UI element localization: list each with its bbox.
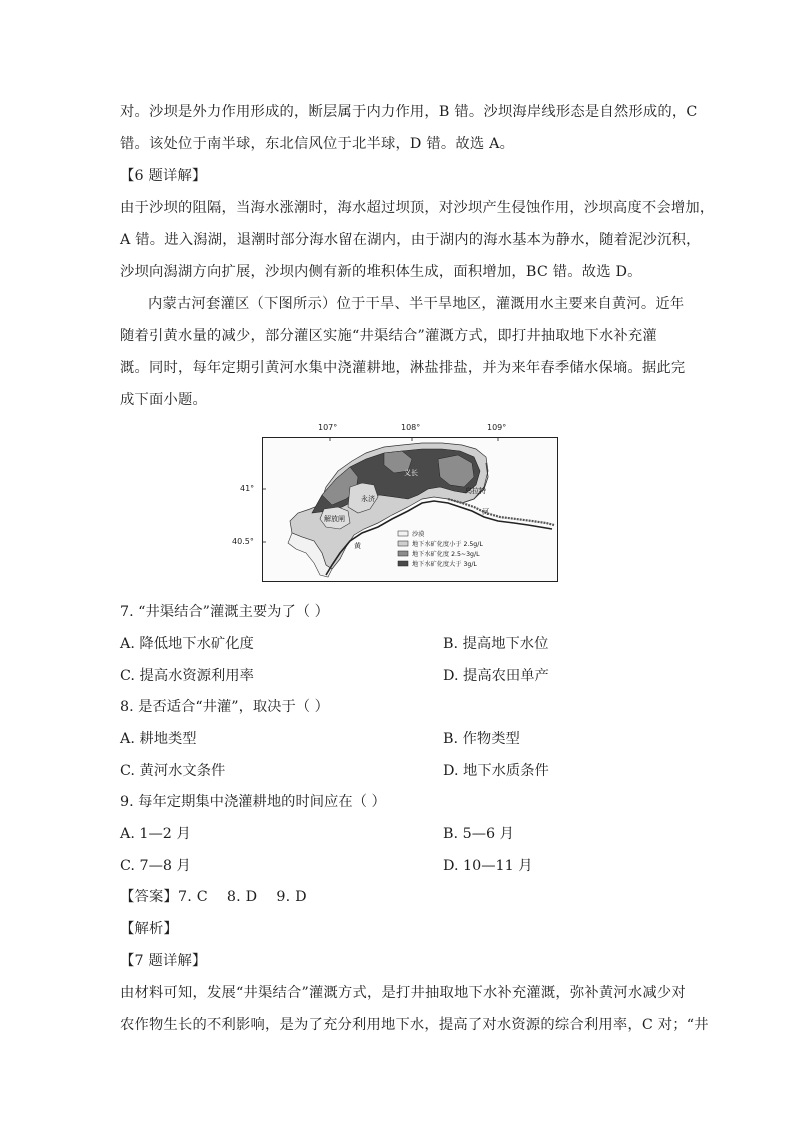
option-b: B. 作物类型 [443, 731, 520, 747]
question-stem: 9. 每年定期集中浇灌耕地的时间应在（ ） [120, 794, 386, 810]
paragraph-line: 农作物生长的不利影响，是为了充分利用地下水，提高了对水资源的综合利用率，C 对；“井 [120, 1017, 709, 1033]
region-label: 乌拉特 [465, 487, 486, 495]
option-d: D. 提高农田单产 [443, 668, 549, 684]
option-c: C. 黄河水文条件 [120, 763, 226, 779]
option-a: A. 耕地类型 [120, 731, 197, 747]
latitude-label: 41° [240, 484, 255, 493]
longitude-label: 109° [487, 423, 507, 432]
paragraph-line: A 错。进入潟湖，退潮时部分海水留在湖内，由于湖内的海水基本为静水，随着泥沙沉积， [120, 232, 701, 248]
option-c: C. 7—8 月 [120, 858, 191, 874]
region-label: 义长 [404, 469, 418, 477]
svg-text:地下水矿化度大于 3g/L: 地下水矿化度大于 3g/L [412, 561, 477, 568]
material-line: 成下面小题。 [120, 392, 207, 408]
material-line: 随着引黄水量的减少，部分灌区实施“井渠结合”灌溉方式，即打井抽取地下水补充灌 [120, 328, 657, 344]
paragraph-line: 由于沙坝的阻隔，当海水涨潮时，海水超过坝顶，对沙坝产生侵蚀作用，沙坝高度不会增加， [120, 200, 715, 216]
option-a: A. 降低地下水矿化度 [120, 636, 254, 652]
material-line: 内蒙古河套灌区（下图所示）位于干旱、半干旱地区，灌溉用水主要来自黄河。近年 [148, 296, 685, 312]
question-stem: 7. “井渠结合”灌溉主要为了（ ） [120, 604, 329, 620]
svg-text:沙漠: 沙漠 [412, 531, 425, 538]
analysis-heading: 【解析】 [120, 921, 178, 937]
river-label: 河 [482, 508, 489, 516]
answer-line: 【答案】7. C 8. D 9. D [120, 889, 307, 905]
paragraph-line: 由材料可知，发展“井渠结合”灌溉方式，是打井抽取地下水补充灌溉，弥补黄河水减少对 [120, 985, 686, 1001]
svg-text:地下水矿化度 2.5~3g/L: 地下水矿化度 2.5~3g/L [412, 551, 480, 558]
svg-text:地下水矿化度小于 2.5g/L: 地下水矿化度小于 2.5g/L [412, 541, 483, 548]
option-a: A. 1—2 月 [120, 826, 191, 842]
option-b: B. 提高地下水位 [443, 636, 549, 652]
longitude-label: 108° [401, 423, 421, 432]
region-label: 解放闸 [324, 515, 345, 523]
option-b: B. 5—6 月 [443, 826, 514, 842]
option-c: C. 提高水资源利用率 [120, 668, 254, 684]
paragraph-line: 沙坝向潟湖方向扩展，沙坝内侧有新的堆积体生成，面积增加，BC 错。故选 D。 [120, 264, 642, 280]
latitude-label: 40.5° [232, 537, 254, 546]
paragraph-line: 错。该处位于南半球，东北信风位于北半球，D 错。故选 A。 [120, 136, 515, 152]
section-heading: 【6 题详解】 [120, 168, 207, 184]
longitude-label: 107° [318, 423, 338, 432]
option-d: D. 10—11 月 [443, 858, 533, 874]
option-d: D. 地下水质条件 [443, 763, 549, 779]
hetao-irrigation-map [262, 437, 558, 582]
section-heading: 【7 题详解】 [120, 953, 207, 969]
question-stem: 8. 是否适合“井灌”，取决于（ ） [120, 699, 329, 715]
region-label: 永济 [361, 495, 375, 503]
paragraph-line: 对。沙坝是外力作用形成的，断层属于内力作用，B 错。沙坝海岸线形态是自然形成的，C [120, 104, 698, 120]
material-line: 溉。同时，每年定期引黄河水集中浇灌耕地，淋盐排盐，并为来年春季储水保墒。据此完 [120, 360, 686, 376]
river-label: 黄 [354, 542, 361, 550]
